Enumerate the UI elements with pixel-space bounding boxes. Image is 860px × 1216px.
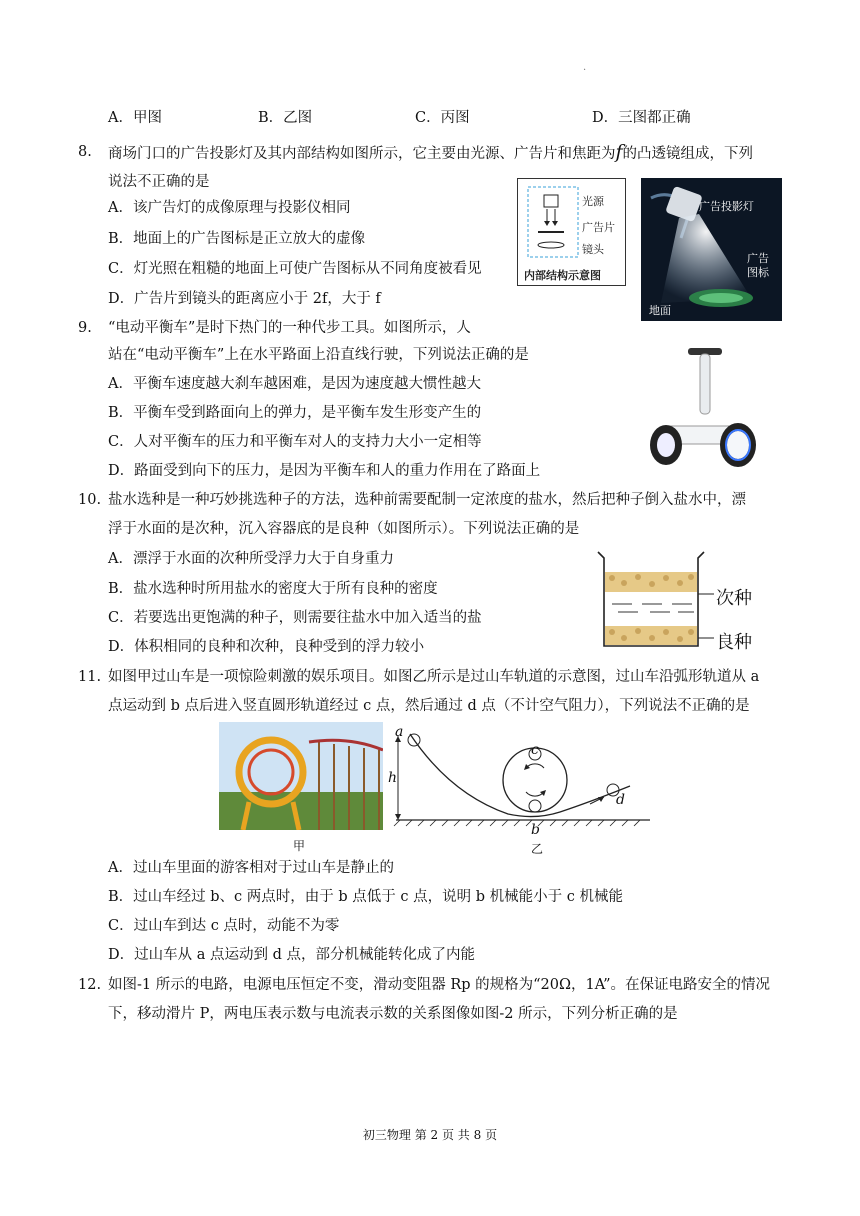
q10-label-good-seeds: 良种	[716, 632, 752, 653]
q8-stem-line1: 商场门口的广告投影灯及其内部结构如图所示，它主要由光源、广告片和焦距为f的凸透镜组成，下列	[108, 141, 754, 163]
q8-number: 8.	[78, 144, 92, 160]
q11-option-c: C．过山车到达 c 点时，动能不为零	[108, 918, 340, 934]
q7-option-a: A．甲图	[108, 110, 162, 126]
q11-point-b: b	[531, 822, 540, 838]
q9-option-c: C．人对平衡车的压力和平衡车对人的支持力大小一定相等	[108, 434, 482, 450]
q9-stem-line2: 站在“电动平衡车”上在水平路面上沿直线行驶，下列说法正确的是	[108, 347, 529, 363]
q11-track-svg	[390, 724, 654, 842]
q9-number: 9.	[78, 320, 92, 336]
q12-number: 12.	[78, 977, 102, 993]
q8-caption: 内部结构示意图	[524, 269, 601, 282]
q10-option-d: D．体积相同的良种和次种，良种受到的浮力较小	[108, 639, 425, 655]
q12-stem-line1: 如图-1 所示的电路，电源电压恒定不变，滑动变阻器 Rp 的规格为“20Ω，1A”。在保证电路安全的情况	[108, 977, 771, 993]
q11-point-c: c	[531, 742, 539, 758]
q11-option-a: A．过山车里面的游客相对于过山车是静止的	[108, 860, 394, 876]
q9-stem-line1: “电动平衡车”是时下热门的一种代步工具。如图所示，人	[108, 320, 471, 336]
q11-point-d: d	[616, 792, 625, 808]
q11-option-d: D．过山车从 a 点运动到 d 点，部分机械能转化成了内能	[108, 947, 475, 963]
q11-number: 11.	[78, 669, 102, 685]
q10-stem-line1: 盐水选种是一种巧妙挑选种子的方法，选种前需要配制一定浓度的盐水，然后把种子倒入盐水中，漂	[108, 492, 746, 508]
q7-option-b: B．乙图	[258, 110, 313, 126]
q8-option-d: D．广告片到镜头的距离应小于 2f，大于 f	[108, 291, 381, 307]
q11-option-b: B．过山车经过 b、c 两点时，由于 b 点低于 c 点，说明 b 机械能小于 c 机械能	[108, 889, 623, 905]
q9-balance-scooter-image	[636, 340, 770, 472]
q11-point-a: a	[395, 724, 404, 740]
q8-photo-label-icon: 图标	[747, 266, 769, 279]
page-footer: 初三物理 第 2 页 共 8 页	[362, 1128, 498, 1142]
q11-caption-jia: 甲	[293, 839, 306, 853]
q10-option-c: C．若要选出更饱满的种子，则需要往盐水中加入适当的盐	[108, 610, 482, 626]
q11-track-diagram	[390, 724, 654, 842]
q8-option-b: B．地面上的广告图标是正立放大的虚像	[108, 231, 366, 247]
q11-height-h: h	[388, 770, 398, 786]
q9-option-b: B．平衡车受到路面向上的弹力，是平衡车发生形变产生的	[108, 405, 482, 421]
q10-seed-beaker-diagram	[594, 550, 774, 653]
q9-option-d: D．路面受到向下的压力，是因为平衡车和人的重力作用在了路面上	[108, 463, 541, 479]
q8-structure-diagram	[517, 178, 626, 286]
q11-roller-coaster-photo	[219, 722, 383, 830]
q8-photo-label-ad: 广告	[747, 252, 769, 265]
q7-option-c: C．丙图	[415, 110, 470, 126]
q8-label-lens: 镜头	[582, 243, 604, 256]
q10-number: 10.	[78, 492, 102, 508]
q8-option-a: A．该广告灯的成像原理与投影仪相同	[108, 200, 351, 216]
q8-projector-photo	[641, 178, 782, 321]
q7-option-d: D．三图都正确	[592, 110, 691, 126]
q8-stem-line2: 说法不正确的是	[108, 174, 210, 190]
q10-stem-line2: 浮于水面的是次种，沉入容器底的是良种（如图所示）。下列说法正确的是	[108, 521, 580, 537]
q11-stem-line2: 点运动到 b 点后进入竖直圆形轨道经过 c 点，然后通过 d 点（不计空气阻力），下列说法不正确的是	[108, 698, 750, 714]
q10-option-b: B．盐水选种时所用盐水的密度大于所有良种的密度	[108, 581, 438, 597]
header-dot: .	[583, 62, 587, 73]
q8-label-film: 广告片	[582, 221, 615, 234]
q10-option-a: A．漂浮于水面的次种所受浮力大于自身重力	[108, 551, 394, 567]
q12-stem-line2: 下，移动滑片 P，两电压表示数与电流表示数的关系图像如图-2 所示，下列分析正确的是	[108, 1006, 678, 1022]
q11-caption-yi: 乙	[531, 842, 544, 856]
q8-photo-label-ground: 地面	[649, 304, 671, 317]
q8-photo-label-projector: 广告投影灯	[699, 200, 754, 213]
q8-label-light-source: 光源	[582, 195, 604, 208]
q10-label-inferior-seeds: 次种	[716, 588, 752, 609]
q9-option-a: A．平衡车速度越大刹车越困难，是因为速度越大惯性越大	[108, 376, 481, 392]
q11-stem-line1: 如图甲过山车是一项惊险刺激的娱乐项目。如图乙所示是过山车轨道的示意图，过山车沿弧形轨道从 a	[108, 669, 760, 685]
q8-option-c: C．灯光照在粗糙的地面上可使广告图标从不同角度被看见	[108, 261, 482, 277]
